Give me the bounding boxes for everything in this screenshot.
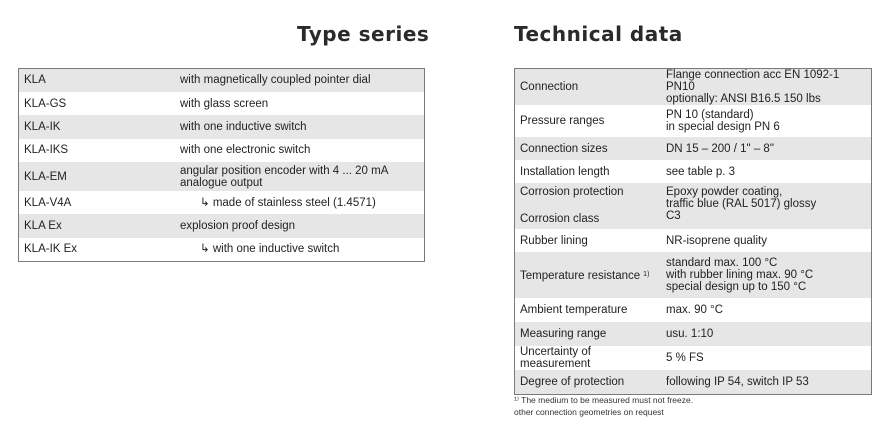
type-name: KLA-IK [19, 115, 181, 138]
table-row [19, 115, 425, 138]
corrosion-class-label: Corrosion class [520, 213, 600, 225]
spec-label [515, 183, 661, 229]
spec-value [660, 252, 872, 298]
table-row [19, 214, 425, 237]
value-line: C3 [666, 210, 681, 222]
table-row [19, 238, 425, 261]
table-row [515, 370, 872, 394]
spec-label: Connection [515, 69, 661, 106]
spec-value: NR-isoprene quality [666, 234, 767, 247]
type-description: explosion proof design [180, 214, 425, 237]
value-line: Flange connection acc EN 1092-1 PN10 [666, 69, 840, 93]
type-description [180, 238, 425, 261]
spec-value: following IP 54, switch IP 53 [660, 370, 872, 394]
value-line: Epoxy powder coating, [666, 186, 783, 198]
spec-value [660, 105, 872, 137]
table-row [515, 69, 872, 106]
type-description: with magnetically coupled pointer dial [180, 69, 425, 92]
type-description [180, 162, 425, 191]
type-name: KLA-V4A [24, 196, 72, 209]
description-line: angular position encoder with 4 ... 20 mA [180, 164, 389, 177]
spec-label: Degree of protection [515, 370, 661, 394]
table-row [515, 322, 872, 346]
value-line: optionally: ANSI B16.5 150 lbs [666, 93, 821, 105]
value-line: standard max. 100 °C [666, 257, 778, 269]
temperature-label: Temperature resistance [520, 269, 641, 282]
spec-value: 5 % FS [666, 352, 704, 364]
type-name: KLA-IKS [24, 144, 69, 157]
value-line: with rubber lining max. 90 °C [666, 269, 814, 281]
table-row [515, 183, 872, 229]
value-line: PN 10 (standard) [666, 109, 754, 121]
sub-variant-label: ↳ with one inductive switch [200, 243, 340, 256]
type-name: KLA Ex [19, 214, 181, 237]
spec-value: max. 90 °C [666, 304, 724, 316]
corrosion-protection-label: Corrosion protection [520, 186, 624, 198]
type-name: KLA-EM [19, 162, 181, 191]
value-line: special design up to 150 °C [666, 281, 807, 293]
type-series-table [18, 68, 425, 262]
spec-value: usu. 1:10 [660, 322, 872, 346]
spec-value [660, 183, 872, 229]
spec-value: DN 15 – 200 / 1" – 8" [660, 137, 872, 160]
spec-value: see table p. 3 [666, 165, 736, 178]
spec-label: Rubber lining [520, 234, 588, 247]
type-description: with glass screen [180, 97, 269, 110]
footnote-medium: ¹⁾ The medium to be measured must not freeze. [514, 395, 694, 405]
spec-label: Uncertainty of measurement [520, 346, 591, 370]
table-row [19, 191, 425, 214]
spec-label: Installation length [520, 165, 610, 178]
table-row [515, 137, 872, 160]
value-line: in special design PN 6 [666, 121, 780, 133]
type-name: KLA [19, 69, 181, 92]
footnote-marker: 1) [643, 270, 650, 278]
description-line: analogue output [180, 176, 263, 189]
table-row [19, 92, 425, 115]
technical-data-heading: Technical data [514, 22, 683, 46]
spec-label: Pressure ranges [520, 115, 605, 127]
spec-value [660, 69, 872, 106]
type-description [180, 191, 425, 214]
type-name: KLA-GS [24, 97, 67, 110]
table-row [515, 105, 872, 137]
table-row [19, 69, 425, 92]
value-line: traffic blue (RAL 5017) glossy [666, 198, 817, 210]
sub-variant-label: ↳ made of stainless steel (1.4571) [200, 196, 376, 209]
spec-label: Measuring range [515, 322, 661, 346]
type-description: with one electronic switch [180, 144, 311, 157]
table-row [515, 229, 872, 252]
spec-label: Connection sizes [515, 137, 661, 160]
table-row [515, 346, 872, 370]
type-series-heading: Type series [297, 22, 430, 46]
spec-label: Ambient temperature [520, 304, 628, 316]
table-row [515, 252, 872, 298]
spec-label [515, 252, 661, 298]
table-row [19, 139, 425, 162]
type-description: with one inductive switch [180, 115, 425, 138]
technical-data-table [514, 68, 872, 395]
table-row [19, 162, 425, 191]
type-name: KLA-IK Ex [24, 243, 78, 256]
table-row [515, 160, 872, 183]
table-row [515, 298, 872, 322]
footnote-connection-geometries: other connection geometries on request [514, 407, 664, 417]
